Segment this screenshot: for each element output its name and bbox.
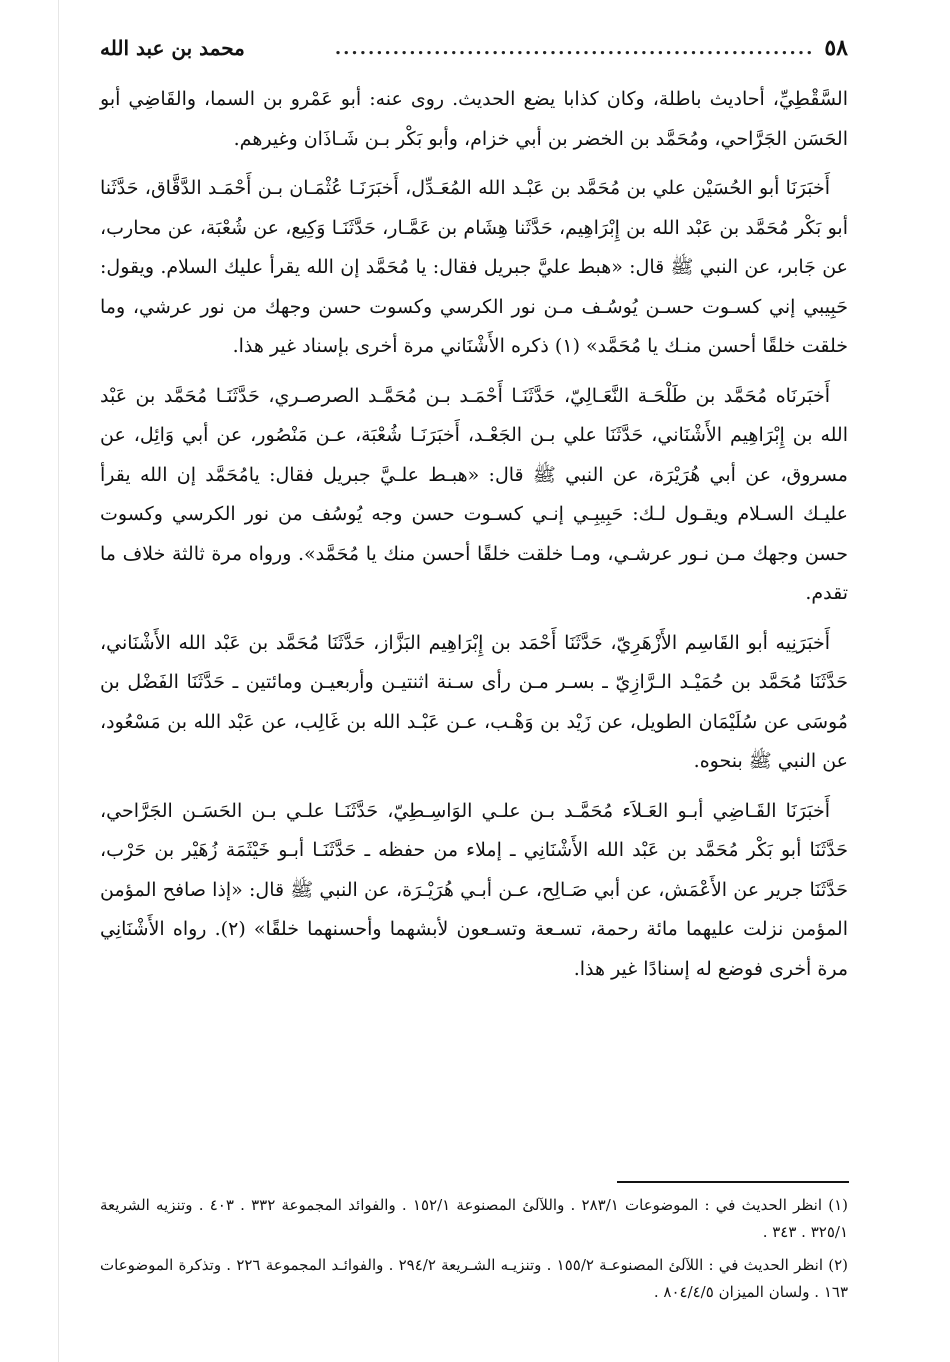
paragraph-4: أَخبَرَنِيه أبو القَاسِم الأَزْهَرِيّ، حَدَّثَنَا أَحْمَد بن إِبْرَاهِيم البَزَّاز، حَدَّثَنَا مُحَمَّد بن عَبْد الله الأَشْنَاني، حَدَّثَنَا مُحَمَّد بن حُمَيْـد الـرَّازِيّ ـ بسـر مـن رأى سـنة اثنتيـن وأربعيـن ومائتين ـ حَدَّثَنَا الفَضْل بن مُوسَى عن سُلَيْمَان الطويل، عن زَيْد بن وَهْـب، عـن عَبْـد الله بن غَالِب، عن عَبْد الله بن مَسْعُود، عن النبي ﷺ بنحوه. [100, 631, 848, 772]
footnote-divider [617, 1181, 849, 1183]
footnotes [100, 1192, 848, 1312]
page-number: ٥٨ [824, 35, 848, 61]
paragraph-1: السَّقْطِيِّ، أحاديث باطلة، وكان كذابا يضع الحديث. روى عنه: أبو عَمْرو بن السما، والقَاضِي أبو الحَسَن الجَرَّاحي، ومُحَمَّد بن الخضر بن أبي خزام، وأبو بَكْر بـن شَـاذَان وغيرهم. [100, 88, 848, 150]
scan-edge-line [58, 0, 59, 1362]
footnote-1: (١) انظر الحديث في : الموضوعات ٢٨٣/١ . واللآلئ المصنوعة ١٥٢/١ . والفوائد المجموعة ٣٣٢ . ٤٠٣ . وتنزيه الشريعة ٣٢٥/١ . ٣٤٣ . [100, 1196, 849, 1241]
footnote-2: (٢) انظر الحديث في : اللآلئ المصنوعـة ١٥٥/٢ . وتنزيـه الشـريعة ٢٩٤/٢ . والفوائـد المجموعة ٢٢٦ . وتذكرة الموضوعات ١٦٣ . ولسان الميزان ٨٠٤/٤/٥ . [100, 1256, 848, 1301]
paragraph-2: أَخبَرَنَا أبو الحُسَيْن علي بن مُحَمَّد بن عَبْـد الله المُعَـدِّل، أَخبَرَنَـا عُثْمَـان بـن أَحْمَـد الدَّقَّاق، حَدَّثَنا أبو بَكْر مُحَمَّد بن عَبْد الله بن إِبْرَاهِيم، حَدَّثَنا هِشَام بن عَمَّـار، حَدَّثَنَـا وَكِيع، عن شُعْبَة، عن محارب، عن جَابر، عن النبي ﷺ قال: «هبط عليَّ جبريل فقال: يا مُحَمَّد إن الله يقرأ عليك السلام. ويقول: حَبِيبي إني كسـوت حسـن يُوسُـف مـن نور الكرسي وكسوت حسن وجهك من نور عرشي، وما خلقت خلقًا أحسن منـك يا مُحَمَّد» (١) ذكره الأَشْنَاني مرة أخرى بإسناد غير هذا. [100, 177, 848, 357]
main-text [100, 80, 848, 999]
running-title: محمد بن عبد الله [100, 36, 245, 60]
header-dot-leader: .......................................................... [334, 37, 815, 59]
running-header [100, 30, 848, 66]
paragraph-5: أَخبَرَنَا القَـاضِي أبـو العَـلاَء مُحَمَّـد بـن علـي الوَاسِـطِيّ، حَدَّثَنَـا علـي بـن الحَسَـن الجَرَّاحي، حَدَّثَنَا أبو بَكْر مُحَمَّد بن عَبْد الله الأَشْنَانِي ـ إملاء من حفظه ـ حَدَّثَنَـا أبـو خَيْثَمَة زُهَيْر بن حَرْب، حَدَّثَنَا جرير عن الأَعْمَش، عن أبي صَـالِح، عـن أبـي هُرَيْـرَة، عن النبي ﷺ قال: «إذا صافح المؤمن المؤمن نزلت عليهما مائة رحمة، تسـعة وتسـعون لأبشهما وأحسنهما خلقًا» (٢). رواه الأَشْنَانِي مرة أخرى فوضع له إسنادًا غير هذا. [100, 799, 848, 980]
paragraph-3: أَخبَرنَاه مُحَمَّد بن طَلْحَـة النَّعَـالِيّ، حَدَّثَنَـا أَحْمَـد بـن مُحَمَّـد الصرصـري، حَدَّثَنَـا مُحَمَّد بن عَبْد الله بن إِبْرَاهِيم الأَشْنَاني، حَدَّثَنَا علي بـن الجَعْـد، أَخبَرَنَـا شُعْبَة، عـن مَنْصُور، عن أبي وَائِل، عن مسروق، عن أبي هُرَيْرَة، عن النبي ﷺ قال: «هبـط علـيَّ جبريل فقال: يامُحَمَّد إن الله يقرأ عليـك السـلام ويقـول لـك: حَبِيبِـي إنـي كسـوت حسن وجه يُوسُف من نور الكرسي وكسوت حسن وجهك مـن نـور عرشـي، ومـا خلقت خلقًا أحسن منك يا مُحَمَّد». ورواه مرة ثالثة خلاف ما تقدم. [100, 384, 848, 604]
